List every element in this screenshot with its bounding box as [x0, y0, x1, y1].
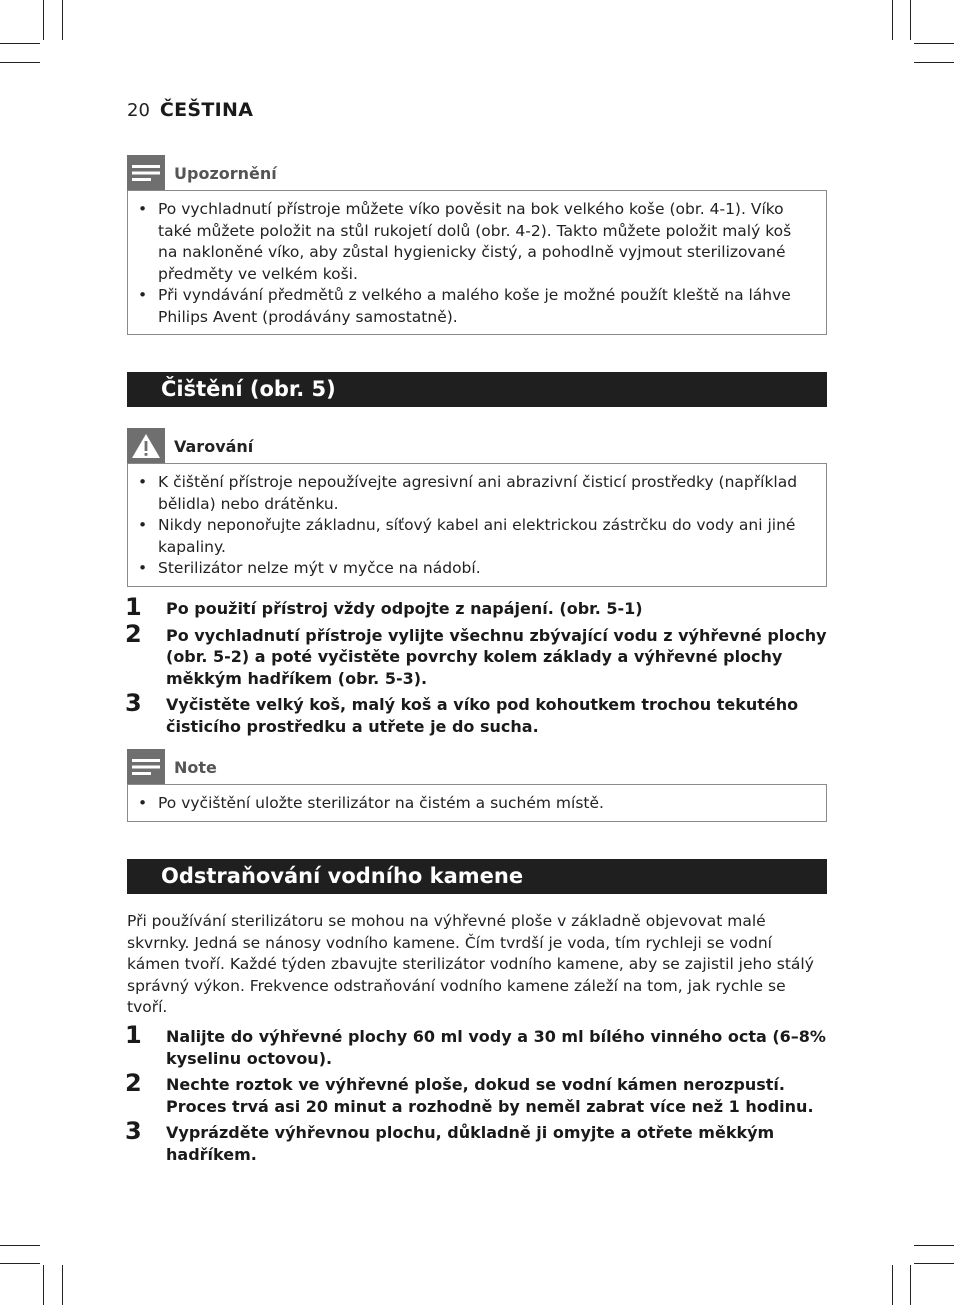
warning-label: Varování: [174, 436, 254, 456]
note-item: • Po vyčištění uložte sterilizátor na čistém a suchém místě.: [138, 793, 812, 815]
step-number: 1: [125, 1021, 142, 1049]
note-label: Note: [174, 757, 217, 777]
cleaning-steps: [125, 593, 830, 742]
note-header: [127, 749, 827, 785]
descaling-steps: [125, 1021, 830, 1170]
note-lines-icon: [127, 155, 165, 191]
section-title-descaling: Odstraňování vodního kamene: [127, 859, 827, 894]
note-box: [127, 784, 827, 822]
step-number: 3: [125, 689, 142, 717]
page-header: [127, 99, 253, 123]
warning-item: • K čištění přístroje nepoužívejte agresivní ani abrazivní čisticí prostředky (například bělidla) nebo drátěnku.: [138, 472, 812, 515]
warning-box: [127, 463, 827, 587]
step-number: 3: [125, 1117, 142, 1145]
descaling-intro: Při používání sterilizátoru se mohou na výhřevné ploše v základně objevovat malé skvrnky. Jedná se nánosy vodního kamene. Čím tvrdší je voda, tím rychleji se vodní kámen tvoří. Každé týden zbavujte sterilizátor vodního kamene, aby se zajistil jeho stálý správný výkon. Frekvence odstraňování vodního kamene záleží na tom, jak rychle se tvoří.: [127, 912, 814, 1016]
note-box: [127, 190, 827, 335]
section-title-cleaning: Čištění (obr. 5): [127, 372, 827, 407]
note-item: • Po vychladnutí přístroje můžete víko pověsit na bok velkého koše (obr. 4-1). Víko také můžete položit na stůl rukojetí dolů (obr. 4-2). Takto můžete položit malý koš na nakloněné víko, aby zůstal hygienicky čistý, a pohodlně vyjmout sterilizované předměty ve velkém koši.: [138, 199, 812, 285]
step-text: Po použití přístroj vždy odpojte z napájení. (obr. 5-1): [166, 599, 643, 618]
language-title: ČEŠTINA: [159, 99, 254, 121]
step-text: Vyčistěte velký koš, malý koš a víko pod kohoutkem trochou tekutého čisticího prostředku a utřete je do sucha.: [166, 695, 799, 736]
step-text: Vyprázděte výhřevnou plochu, důkladně ji omyjte a otřete měkkým hadříkem.: [166, 1123, 775, 1164]
step-item: [125, 689, 830, 737]
warning-item: • Nikdy neponořujte základnu, síťový kabel ani elektrickou zástrčku do vody ani jiné kapaliny.: [138, 515, 812, 558]
warning-item: • Sterilizátor nelze mýt v myčce na nádobí.: [138, 558, 812, 580]
warning-header: [127, 428, 827, 464]
note-label: Upozornění: [174, 163, 277, 183]
step-item: [125, 1021, 830, 1069]
step-number: 2: [125, 1069, 142, 1097]
warning-triangle-icon: [127, 428, 165, 464]
step-text: Po vychladnutí přístroje vylijte všechnu zbývající vodu z výhřevné plochy (obr. 5-2) a poté vyčistěte povrchy kolem základy a výhřevné plochy měkkým hadříkem (obr. 5-3).: [166, 625, 827, 688]
note-lines-icon: [127, 749, 165, 785]
page-number: 20: [127, 100, 150, 121]
step-item: [125, 1117, 830, 1165]
step-item: [125, 619, 830, 690]
note-header: [127, 155, 827, 191]
step-number: 1: [125, 593, 142, 621]
step-text: Nechte roztok ve výhřevné ploše, dokud se vodní kámen nerozpustí. Proces trvá asi 20 minut a rozhodně by neměl zabrat více než 1 hodinu.: [166, 1075, 814, 1116]
step-item: [125, 593, 830, 621]
step-number: 2: [125, 619, 142, 648]
step-text: Nalijte do výhřevné plochy 60 ml vody a 30 ml bílého vinného octa (6–8% kyselinu octovou).: [166, 1027, 826, 1068]
note-item: • Při vyndávání předmětů z velkého a malého koše je možné použít kleště na láhve Philips Avent (prodávány samostatně).: [138, 285, 812, 328]
step-item: [125, 1069, 830, 1117]
